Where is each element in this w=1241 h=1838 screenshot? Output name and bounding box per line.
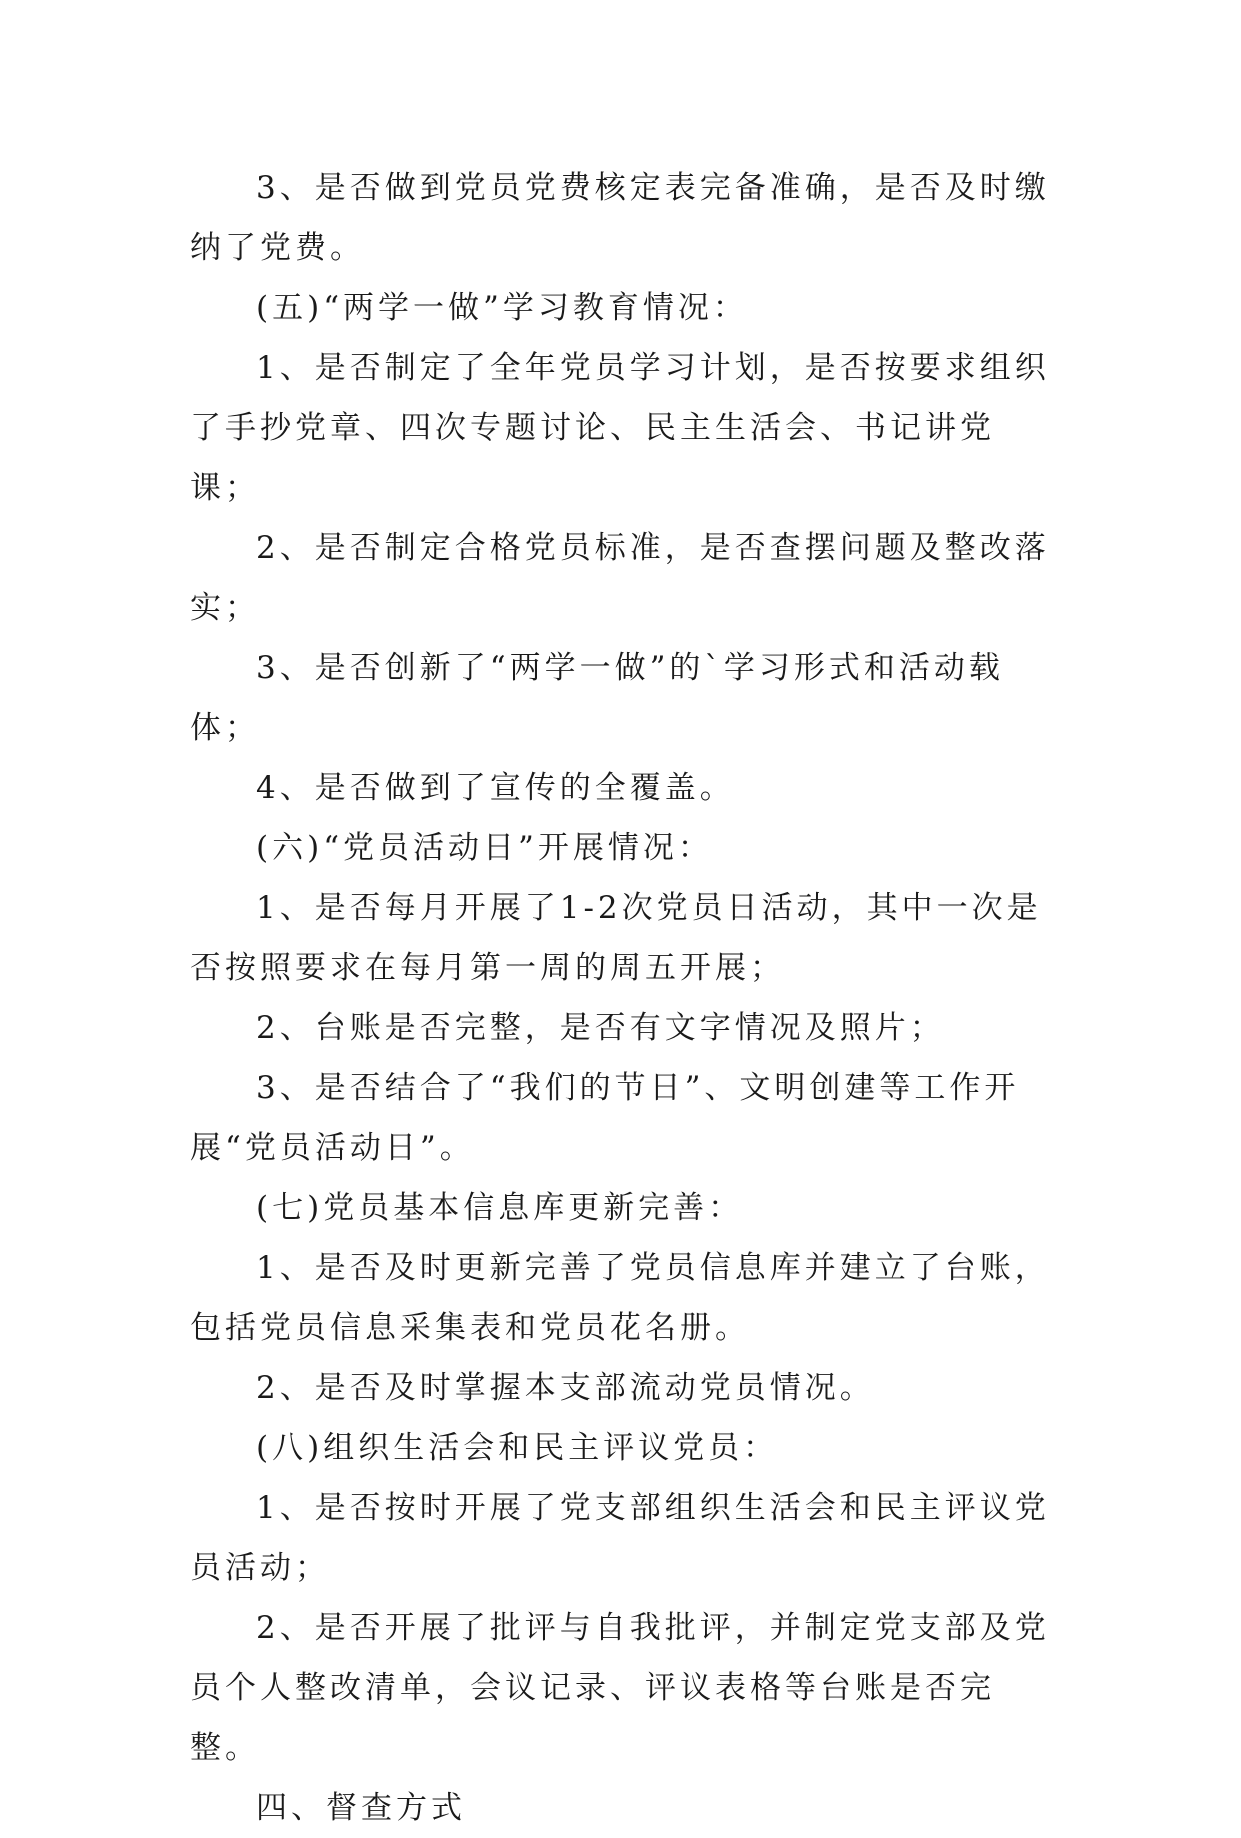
paragraph-dues-accuracy: 3、是否做到党员党费核定表完备准确，是否及时缴纳了党费。 — [190, 170, 1050, 266]
paragraph-info-database: 1、是否及时更新完善了党员信息库并建立了台账，包括党员信息采集表和党员花名册。 — [190, 1250, 1050, 1346]
paragraph-innovation: 3、是否创新了“两学一做”的`学习形式和活动载体； — [190, 650, 1004, 746]
paragraph-member-standard: 2、是否制定合格党员标准，是否查摆问题及整改落实； — [190, 530, 1050, 626]
section-heading-four: 四、督查方式 — [256, 1790, 466, 1826]
document-body — [190, 158, 1060, 1838]
paragraph-publicity: 4、是否做到了宣传的全覆盖。 — [256, 770, 735, 806]
paragraph-life-meeting: 1、是否按时开展了党支部组织生活会和民主评议党员活动； — [190, 1490, 1050, 1586]
paragraph-festivals: 3、是否结合了“我们的节日”、文明创建等工作开展“党员活动日”。 — [190, 1070, 1020, 1166]
section-heading-eight: (八)组织生活会和民主评议党员： — [256, 1430, 779, 1466]
paragraph-mobile-members: 2、是否及时掌握本支部流动党员情况。 — [256, 1370, 875, 1406]
paragraph-monthly-activity: 1、是否每月开展了1-2次党员日活动，其中一次是否按照要求在每月第一周的周五开展； — [190, 890, 1042, 986]
paragraph-study-plan: 1、是否制定了全年党员学习计划，是否按要求组织了手抄党章、四次专题讨论、民主生活会、书记讲党课； — [190, 350, 1050, 506]
section-heading-six: (六)“党员活动日”开展情况： — [256, 830, 713, 866]
paragraph-criticism: 2、是否开展了批评与自我批评，并制定党支部及党员个人整改清单，会议记录、评议表格等台账是否完整。 — [190, 1610, 1050, 1766]
section-heading-seven: (七)党员基本信息库更新完善： — [256, 1190, 744, 1226]
paragraph-ledger-complete: 2、台账是否完整，是否有文字情况及照片； — [256, 1010, 945, 1046]
section-heading-five: (五)“两学一做”学习教育情况： — [256, 290, 748, 326]
